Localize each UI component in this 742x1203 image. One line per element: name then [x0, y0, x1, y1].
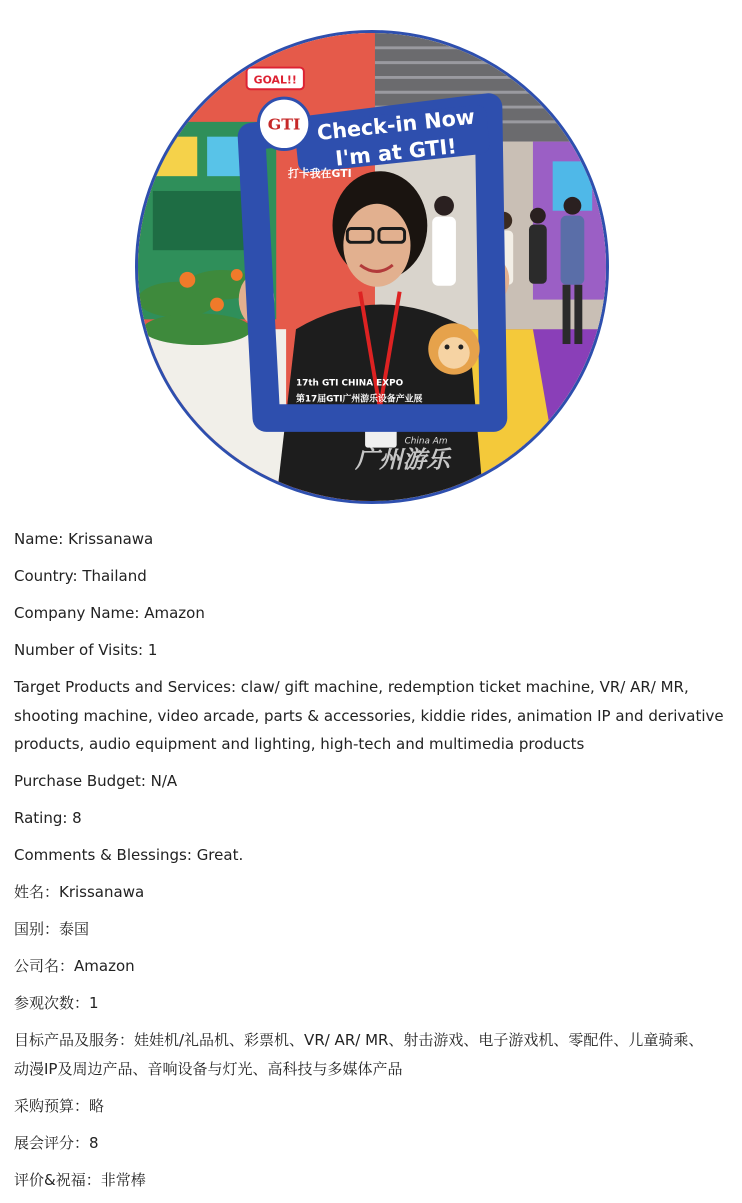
- en-target-line2: shooting machine, video arcade, parts & accessories, kiddie rides, animation IP and derivative: [14, 706, 724, 725]
- zh-comments: 评价&祝福：非常棒: [14, 1170, 146, 1189]
- watermark-cn: 广州游乐: [355, 445, 450, 474]
- frame-bottom-en: 17th GTI CHINA EXPO: [295, 378, 404, 389]
- en-target-line1: Target Products and Services: claw/ gift machine, redemption ticket machine, VR/ AR/ MR,: [14, 678, 689, 696]
- en-target-products: [14, 673, 732, 767]
- en-comments: Comments & Blessings: Great.: [14, 846, 244, 864]
- frame-bottom-cn: 第17届GTI广州游乐设备产业展: [295, 394, 423, 405]
- frame-title-line1: Check-in Now: [315, 104, 476, 145]
- en-company: Company Name: Amazon: [14, 604, 205, 622]
- visitor-photo: [135, 30, 609, 504]
- zh-budget: 采购预算：略: [14, 1096, 105, 1115]
- zh-target-line2: 动漫IP及周边产品、音响设备与灯光、高科技与多媒体产品: [14, 1059, 403, 1078]
- gti-logo-text: GTI: [267, 114, 301, 134]
- zh-target-products: [14, 1026, 732, 1092]
- goal-sign-text: GOAL!!: [253, 73, 297, 87]
- zh-name: 姓名：Krissanawa: [14, 883, 145, 901]
- zh-target-line1: 目标产品及服务：娃娃机/礼品机、彩票机、VR/ AR/ MR、射击游戏、电子游戏机、零配件、儿童骑乘、: [14, 1031, 704, 1049]
- zh-country: 国别：泰国: [14, 920, 90, 938]
- en-target-line3: products, audio equipment and lighting, high-tech and multimedia products: [14, 735, 585, 753]
- zh-company: 公司名：Amazon: [14, 957, 135, 975]
- frame-title-line2: I'm at GTI!: [334, 134, 458, 171]
- zh-rating: 展会评分：8: [14, 1133, 99, 1152]
- visitor-info: [14, 525, 732, 1203]
- en-country: Country: Thailand: [14, 567, 147, 585]
- en-visits: Number of Visits: 1: [14, 641, 158, 659]
- photo-illustration: [138, 33, 606, 501]
- en-name: Name: Krissanawa: [14, 530, 154, 548]
- en-rating: Rating: 8: [14, 809, 82, 827]
- frame-checkin-cn: 打卡我在GTI: [288, 167, 352, 181]
- watermark-en: China Am: [404, 436, 448, 447]
- zh-visits: 参观次数：1: [14, 994, 99, 1012]
- en-budget: Purchase Budget: N/A: [14, 772, 178, 790]
